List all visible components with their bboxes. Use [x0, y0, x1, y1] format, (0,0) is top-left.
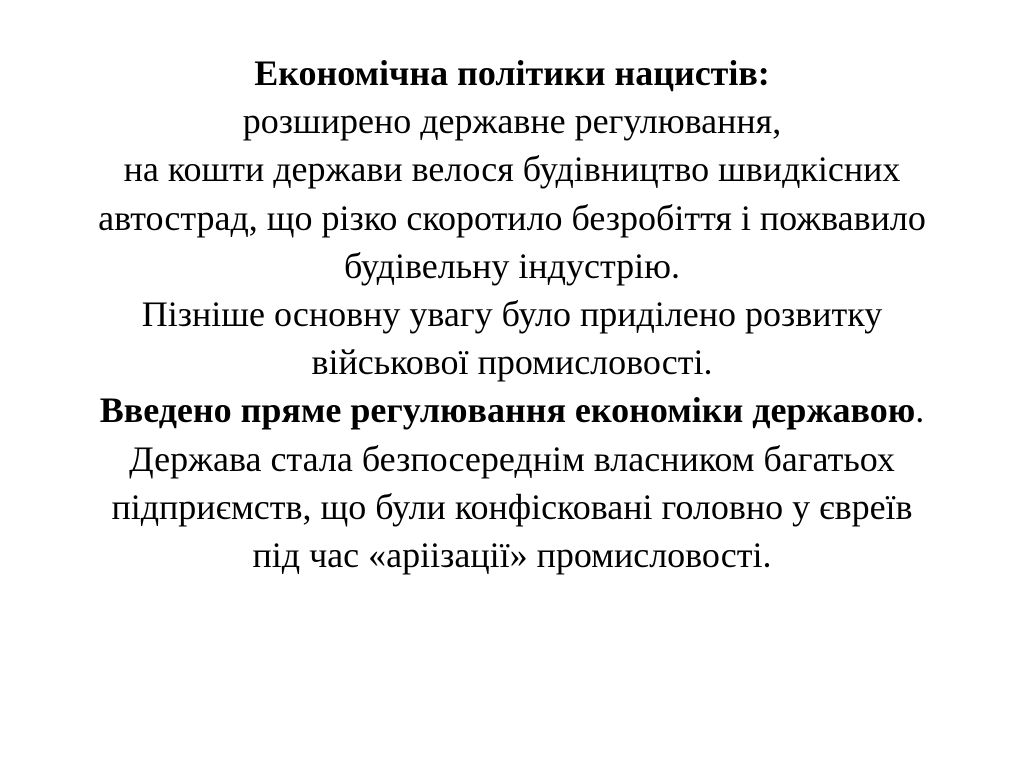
text-line: Пізніше основну увагу було приділено розвитку — [141, 294, 883, 335]
text-line: Держава стала безпосереднім власником багатьох — [129, 438, 895, 479]
text-line: автострад, що різко скоротило безробіття і пожвавило — [98, 197, 926, 238]
text-line: підприємств, що були конфісковані головно у євреїв — [111, 486, 913, 527]
emphasis-text: Введено пряме регулювання економіки державою — [99, 390, 916, 431]
text-line: військової промисловості. — [311, 342, 713, 383]
emphasis-period: . — [915, 390, 925, 431]
text-line: під час «аріізації» промисловості. — [252, 535, 772, 576]
emphasis-line — [40, 386, 984, 434]
slide-title: Економічна політики нацистів: — [254, 53, 770, 93]
text-line: на кошти держави велося будівництво швидкісних — [123, 149, 901, 190]
slide-text — [40, 49, 984, 579]
text-line: будівельну індустрію. — [343, 245, 681, 286]
text-line: розширено державне регулювання, — [242, 101, 782, 142]
